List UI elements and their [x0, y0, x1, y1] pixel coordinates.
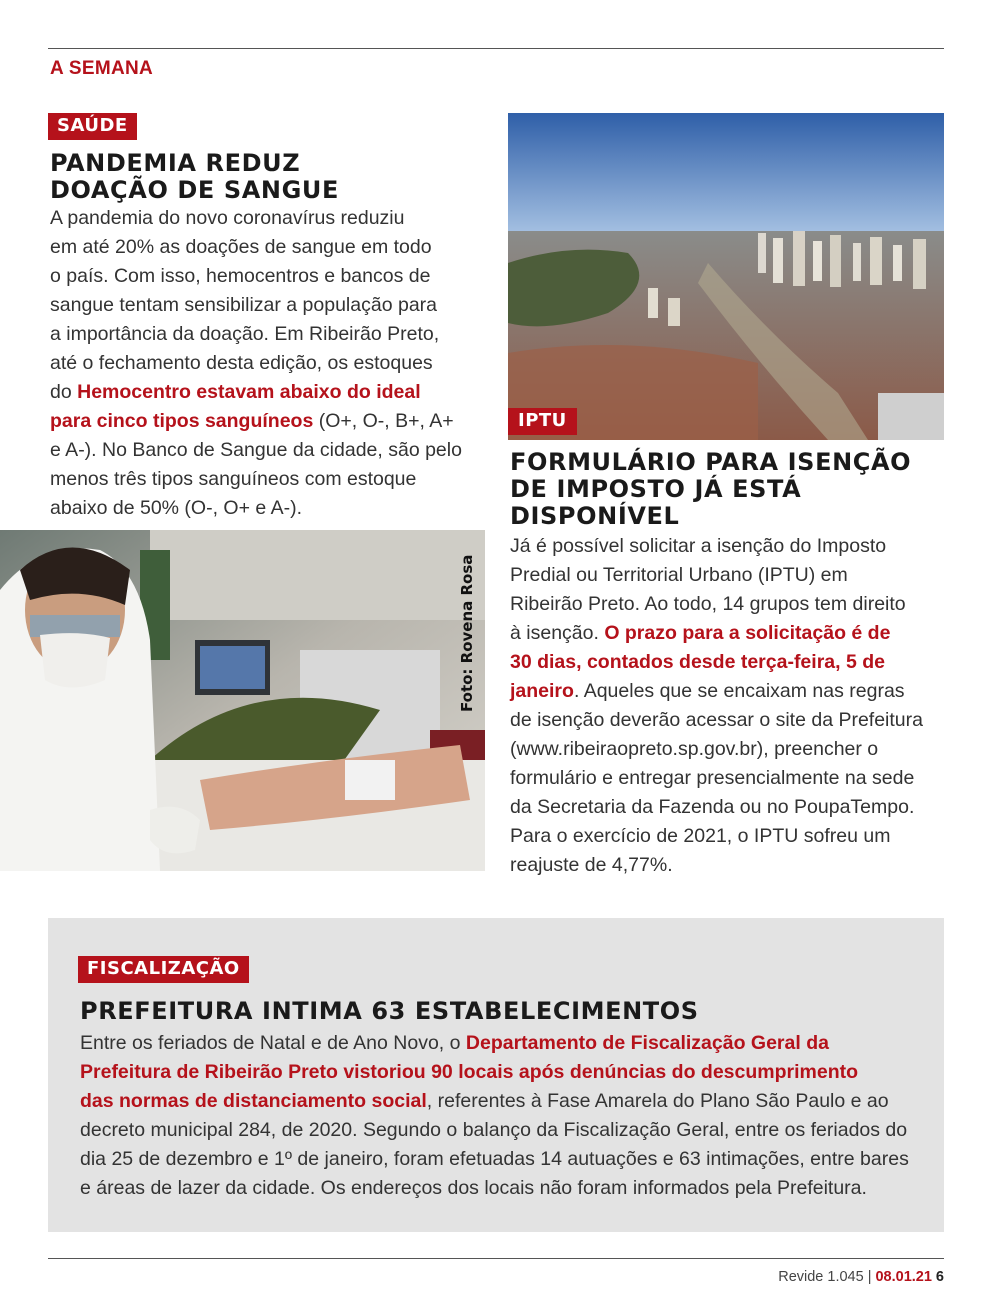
fiscalizacao-line: decreto municipal 284, de 2020. Segundo o balanço da Fiscalização Geral, entre os feriados do — [80, 1119, 908, 1141]
fiscalizacao-text: Entre os feriados de Natal e de Ano Novo, o — [80, 1032, 466, 1054]
saude-line — [50, 407, 490, 436]
iptu-line — [510, 677, 944, 706]
fiscalizacao-line: e áreas de lazer da cidade. Os endereços dos locais não foram informados pela Prefeitura. — [80, 1177, 867, 1199]
section-label: A SEMANA — [50, 58, 154, 79]
saude-tag: SAÚDE — [48, 113, 137, 140]
iptu-headline-line1: FORMULÁRIO PARA ISENÇÃO — [510, 448, 912, 476]
fiscalizacao-text: , referentes à Fase Amarela do Plano São Paulo e ao — [426, 1090, 889, 1112]
fiscalizacao-line — [80, 1058, 930, 1087]
fiscalizacao-tag: FISCALIZAÇÃO — [78, 956, 249, 983]
saude-text: (O+, O-, B+, A+ — [313, 410, 454, 432]
iptu-line: da Secretaria da Fazenda ou no PoupaTempo. — [510, 796, 915, 818]
fiscalizacao-line — [80, 1087, 930, 1116]
iptu-line: de isenção deverão acessar o site da Prefeitura — [510, 709, 923, 731]
iptu-headline-line2: DE IMPOSTO JÁ ESTÁ — [510, 475, 802, 503]
iptu-line: reajuste de 4,77%. — [510, 854, 673, 876]
saude-highlight: para cinco tipos sanguíneos — [50, 410, 314, 432]
saude-line: e A-). No Banco de Sangue da cidade, são pelo — [50, 439, 462, 461]
fiscalizacao-line — [80, 1029, 930, 1058]
saude-line: a importância da doação. Em Ribeirão Preto, — [50, 323, 440, 345]
saude-line: o país. Com isso, hemocentros e bancos de — [50, 265, 431, 287]
fiscalizacao-headline: PREFEITURA INTIMA 63 ESTABELECIMENTOS — [80, 997, 699, 1025]
photo-credit: Foto: Rovena Rosa — [458, 554, 476, 712]
iptu-headline — [510, 449, 911, 530]
iptu-line: Predial ou Territorial Urbano (IPTU) em — [510, 564, 848, 586]
city-aerial-photo — [508, 113, 944, 440]
blood-donation-illustration — [0, 530, 485, 871]
saude-line: até o fechamento desta edição, os estoques — [50, 352, 433, 374]
iptu-headline-line3: DISPONÍVEL — [510, 502, 680, 530]
page-footer — [778, 1269, 944, 1285]
iptu-line: Ribeirão Preto. Ao todo, 14 grupos tem direito — [510, 593, 906, 615]
saude-line: menos três tipos sanguíneos com estoque — [50, 468, 417, 490]
saude-text: do — [50, 381, 78, 403]
fiscalizacao-highlight: das normas de distanciamento social — [80, 1090, 427, 1112]
iptu-highlight: O prazo para a solicitação é de — [604, 622, 891, 644]
fiscalizacao-highlight: Prefeitura de Ribeirão Preto vistoriou 90 locais após denúncias do descumprimento — [80, 1061, 859, 1083]
saude-line: em até 20% as doações de sangue em todo — [50, 236, 432, 258]
iptu-highlight: 30 dias, contados desde terça-feira, 5 de — [510, 651, 885, 673]
fiscalizacao-line: dia 25 de dezembro e 1º de janeiro, foram efetuadas 14 autuações e 63 intimações, entre bares — [80, 1148, 909, 1170]
saude-line: sangue tentam sensibilizar a população para — [50, 294, 438, 316]
footer-date: 08.01.21 — [875, 1269, 932, 1285]
top-rule — [48, 48, 944, 49]
saude-line: A pandemia do novo coronavírus reduziu — [50, 207, 405, 229]
saude-headline — [50, 150, 339, 204]
iptu-text: . Aqueles que se encaixam nas regras — [573, 680, 905, 702]
iptu-line — [510, 648, 944, 677]
iptu-highlight: janeiro — [510, 680, 574, 702]
blood-donation-photo — [0, 530, 485, 871]
iptu-tag: IPTU — [508, 408, 577, 435]
saude-headline-line1: PANDEMIA REDUZ — [50, 149, 301, 177]
iptu-line — [510, 619, 944, 648]
footer-separator: | — [867, 1269, 872, 1285]
bottom-rule — [48, 1258, 944, 1259]
saude-line: abaixo de 50% (O-, O+ e A-). — [50, 497, 302, 519]
saude-body — [50, 204, 490, 523]
saude-highlight: Hemocentro estavam abaixo do ideal — [77, 381, 421, 403]
iptu-text: à isenção. — [510, 622, 605, 644]
iptu-line: (www.ribeiraopreto.sp.gov.br), preencher o — [510, 738, 879, 760]
iptu-line: Para o exercício de 2021, o IPTU sofreu um — [510, 825, 891, 847]
iptu-line: Já é possível solicitar a isenção do Imposto — [510, 535, 887, 557]
fiscalizacao-highlight: Departamento de Fiscalização Geral da — [465, 1032, 829, 1054]
fiscalizacao-body — [80, 1029, 930, 1203]
saude-headline-line2: DOAÇÃO DE SANGUE — [50, 176, 339, 204]
iptu-body — [510, 532, 944, 880]
saude-line — [50, 378, 490, 407]
iptu-line: formulário e entregar presencialmente na sede — [510, 767, 915, 789]
footer-issue: Revide 1.045 — [778, 1269, 864, 1285]
city-aerial-illustration — [508, 113, 944, 440]
footer-page-number: 6 — [935, 1269, 944, 1285]
